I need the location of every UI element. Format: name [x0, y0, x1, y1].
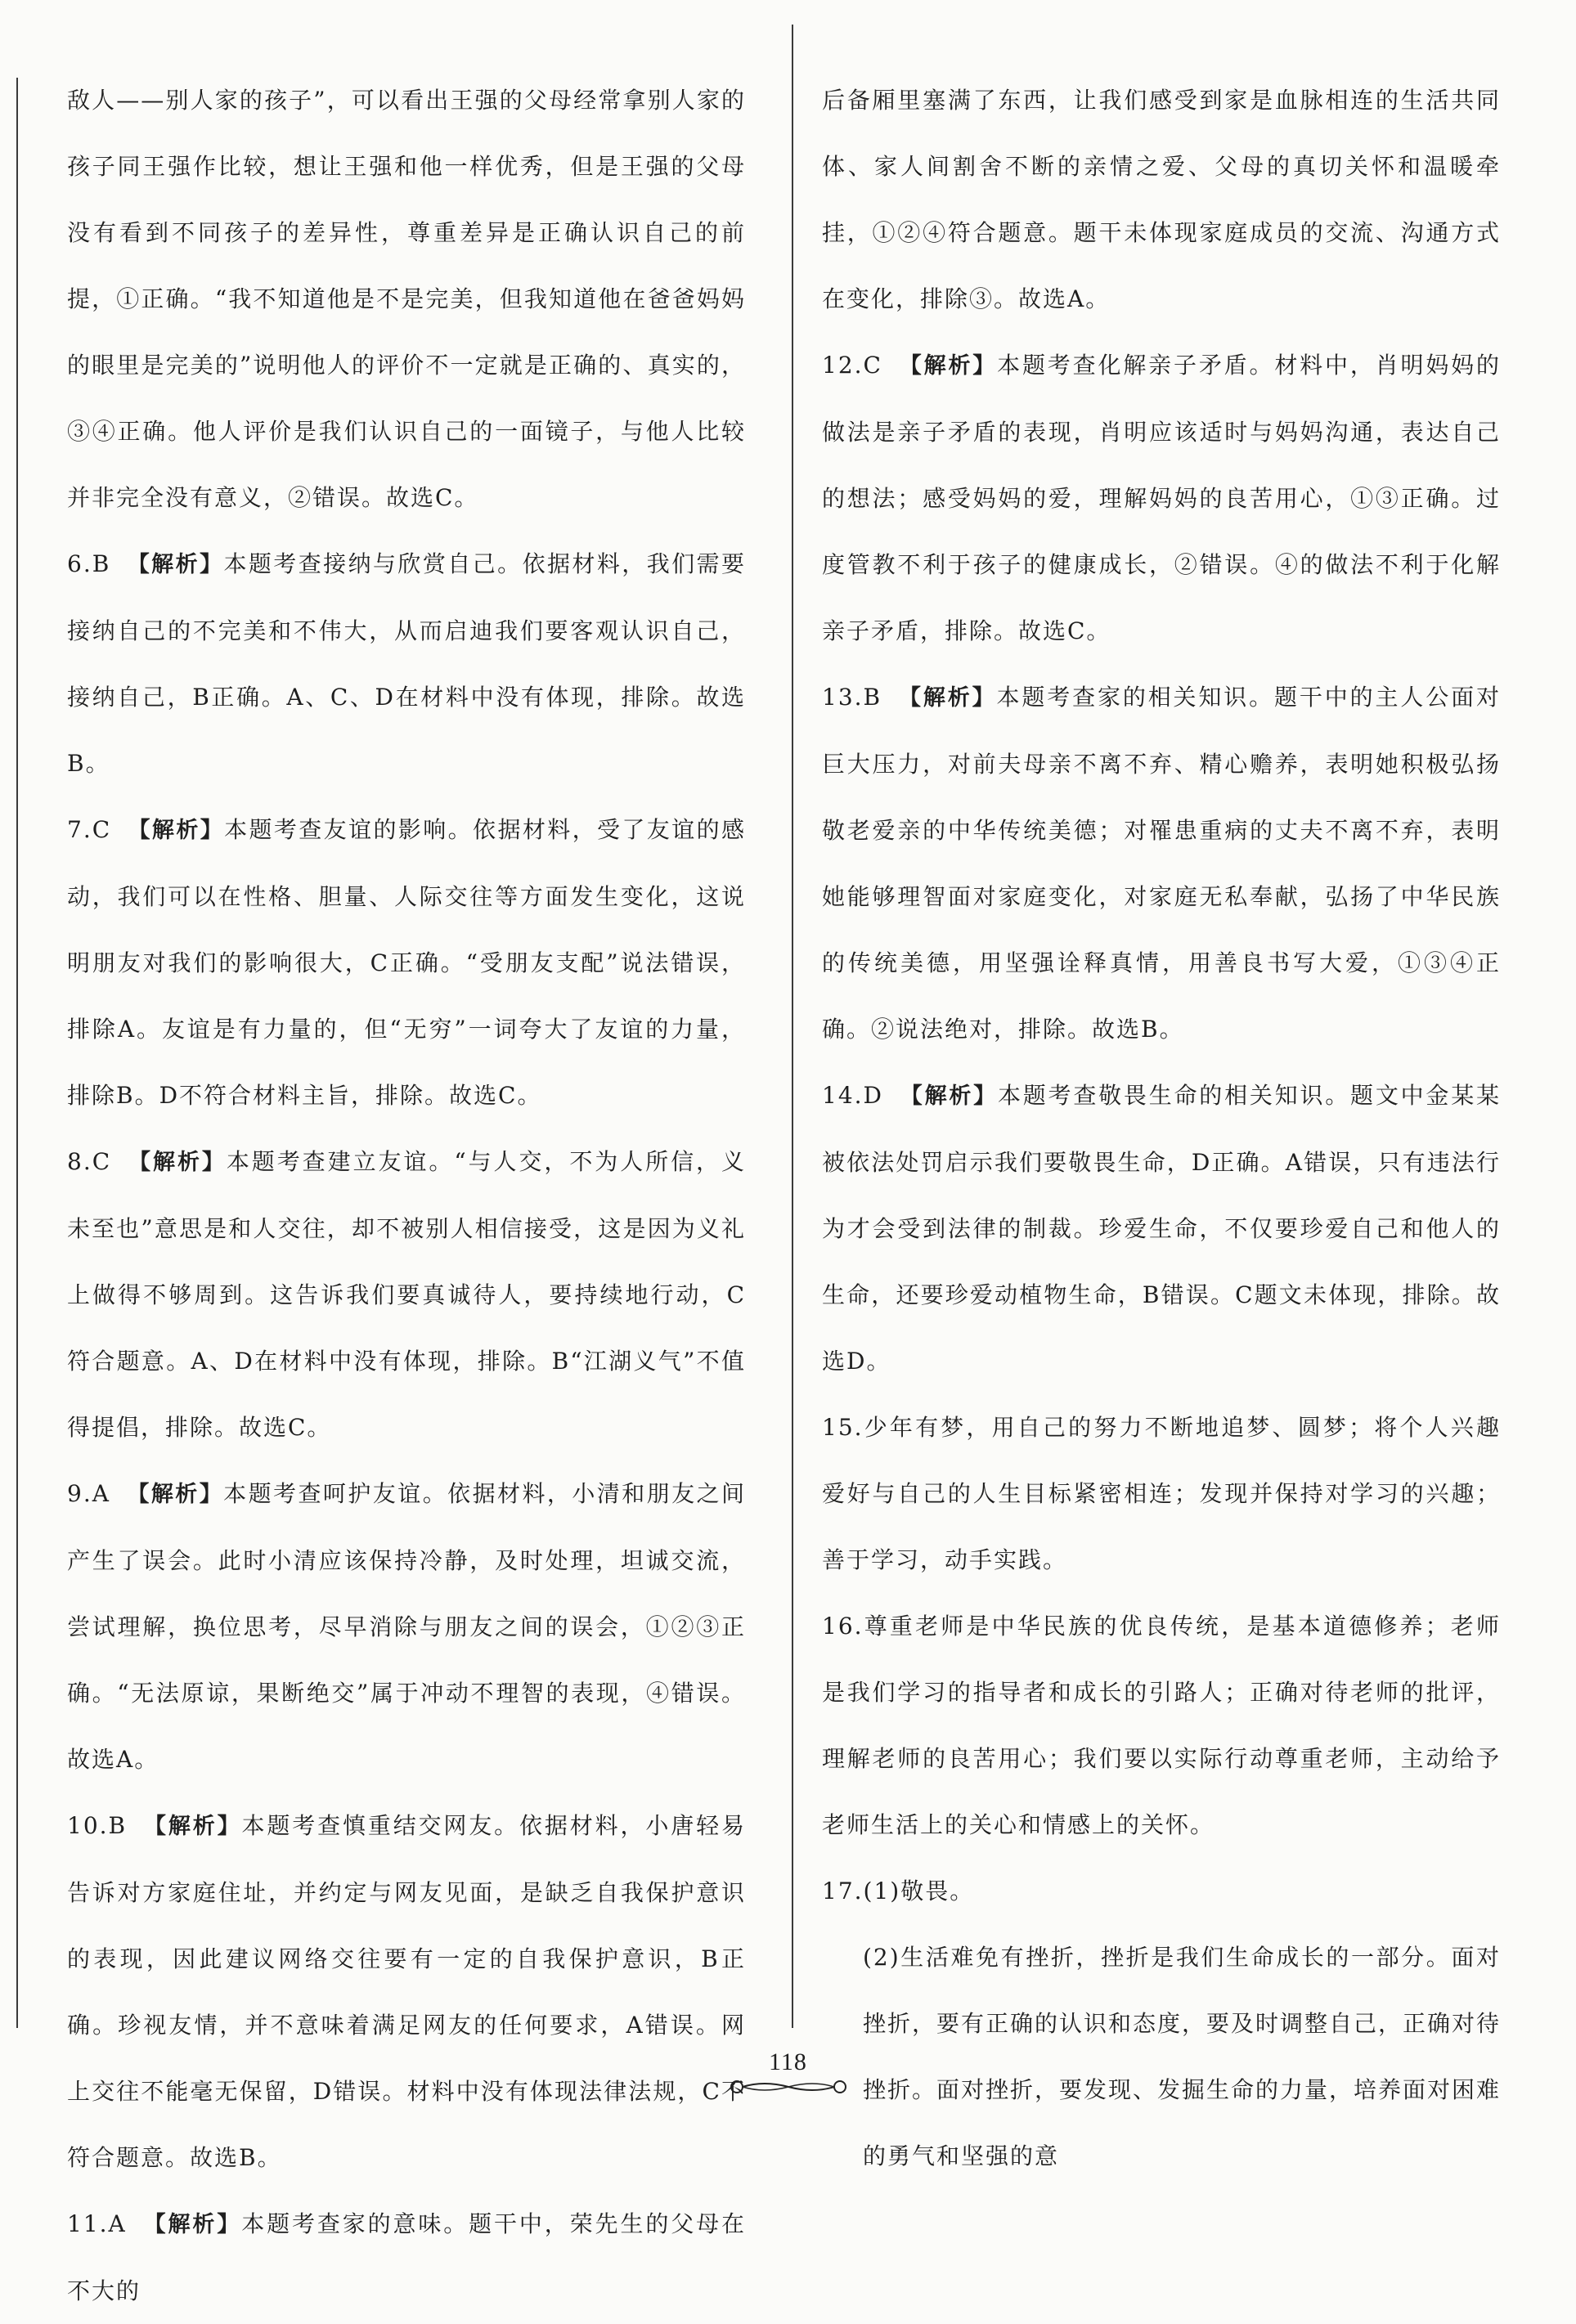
analysis-tag: 【解析】	[126, 1482, 224, 1507]
answer-number: 14.D	[822, 1082, 883, 1109]
analysis-tag: 【解析】	[128, 1150, 227, 1175]
answer-number: 16.	[822, 1613, 864, 1640]
answer-number: 12.C	[822, 352, 882, 379]
answer-text: 本题考查接纳与欣赏自己。依据材料，我们需要接纳自己的不完美和不伟大，从而启迪我们要客观认识自己，接纳自己，B正确。A、C、D在材料中没有体现，排除。故选B。	[67, 550, 746, 777]
analysis-tag: 【解析】	[142, 2212, 242, 2237]
answer-text: 本题考查慎重结交网友。依据材料，小唐轻易告诉对方家庭住址，并约定与网友见面，是缺乏自我保护意识的表现，因此建议网络交往要有一定的自我保护意识，B正确。珍视友情，并不意味着满足网友的任何要求，A错误。网上交往不能毫无保留，D错误。材料中没有体现法律法规，C不符合题意。故选B。	[67, 1812, 746, 2171]
answer-text: 本题考查化解亲子矛盾。材料中，肖明妈妈的做法是亲子矛盾的表现，肖明应该适时与妈妈沟通，表达自己的想法；感受妈妈的爱，理解妈妈的良苦用心，①③正确。过度管教不利于孩子的健康成长，②错误。④的做法不利于化解亲子矛盾，排除。故选C。	[822, 352, 1502, 644]
answer-number: 9.A	[67, 1480, 110, 1507]
answer-number: 7.C	[67, 816, 112, 843]
answer-10	[67, 1792, 746, 2191]
column-divider-rule	[792, 25, 793, 2028]
analysis-tag: 【解析】	[899, 1083, 998, 1109]
answer-text: 尊重老师是中华民族的优良传统，是基本道德修养；老师是我们学习的指导者和成长的引路人；正确对待老师的批评，理解老师的良苦用心；我们要以实际行动尊重老师，主动给予老师生活上的关心和情感上的关怀。	[822, 1613, 1501, 1838]
answer-6	[67, 531, 746, 796]
analysis-tag: 【解析】	[128, 818, 225, 843]
answer-14	[822, 1062, 1501, 1394]
answer-15	[822, 1394, 1501, 1593]
analysis-tag: 【解析】	[143, 1814, 242, 1839]
answer-9	[67, 1460, 746, 1792]
answer-8	[67, 1128, 746, 1460]
answer-text: 本题考查敬畏生命的相关知识。题文中金某某被依法处罚启示我们要敬畏生命，D正确。A错误，只有违法行为才会受到法律的制裁。珍爱生命，不仅要珍爱自己和他人的生命，还要珍爱动植物生命，B错误。C题文未体现，排除。故选D。	[822, 1082, 1501, 1375]
answer-13	[822, 664, 1501, 1062]
answer-text: 本题考查建立友谊。“与人交，不为人所信，义未至也”意思是和人交往，却不被别人相信接受，这是因为义礼上做得不够周到。这告诉我们要真诚待人，要持续地行动，C符合题意。A、D在材料中没有体现，排除。B“江湖义气”不值得提倡，排除。故选C。	[67, 1148, 747, 1441]
answer-text: (2)生活难免有挫折，挫折是我们生命成长的一部分。面对挫折，要有正确的认识和态度，要及时调整自己，正确对待挫折。面对挫折，要发现、发掘生命的力量，培养面对困难的勇气和坚强的意	[863, 1944, 1502, 2169]
answer-text: (1)敬畏。	[863, 1878, 975, 1905]
continued-answer-11	[822, 67, 1501, 332]
answer-text: 敌人——别人家的孩子”，可以看出王强的父母经常拿别人家的孩子同王强作比较，想让王强和他一样优秀，但是王强的父母没有看到不同孩子的差异性，尊重差异是正确认识自己的前提，①正确。“我不知道他是不是完美，但我知道他在爸爸妈妈的眼里是完美的”说明他人的评价不一定就是正确的、真实的，③④正确。他人评价是我们认识自己的一面镜子，与他人比较并非完全没有意义，②错误。故选C。	[67, 87, 746, 511]
analysis-tag: 【解析】	[898, 685, 997, 711]
answer-number: 15.	[822, 1414, 864, 1441]
answer-text: 本题考查呵护友谊。依据材料，小清和朋友之间产生了误会。此时小清应该保持冷静，及时处理，坦诚交流，尝试理解，换位思考，尽早消除与朋友之间的误会，①②③正确。“无法原谅，果断绝交”属于冲动不理智的表现，④错误。故选A。	[67, 1480, 746, 1773]
answer-number: 8.C	[67, 1148, 112, 1175]
analysis-tag: 【解析】	[127, 552, 224, 577]
analysis-tag: 【解析】	[898, 353, 998, 379]
left-margin-rule	[16, 78, 18, 2028]
answer-number: 11.A	[67, 2210, 127, 2237]
answer-number: 17.	[822, 1878, 864, 1905]
answer-16	[822, 1593, 1501, 1858]
answer-text: 后备厢里塞满了东西，让我们感受到家是血脉相连的生活共同体、家人间割舍不断的亲情之爱、父母的真切关怀和温暖牵挂，①②④符合题意。题干未体现家庭成员的交流、沟通方式在变化，排除③。故选A。	[822, 87, 1501, 312]
answer-number: 10.B	[67, 1812, 128, 1839]
right-column	[822, 67, 1501, 2189]
answer-number: 13.B	[822, 684, 882, 711]
answer-text: 本题考查友谊的影响。依据材料，受了友谊的感动，我们可以在性格、胆量、人际交往等方面发生变化，这说明朋友对我们的影响很大，C正确。“受朋友支配”说法错误，排除A。友谊是有力量的，但“无穷”一词夸大了友谊的力量，排除B。D不符合材料主旨，排除。故选C。	[67, 816, 746, 1109]
answer-7	[67, 796, 746, 1128]
answer-number: 6.B	[67, 550, 111, 577]
answer-17	[822, 1858, 1501, 1924]
answer-12	[822, 332, 1501, 664]
left-column	[67, 67, 746, 2324]
ornament-icon	[727, 2078, 850, 2096]
answer-text: 本题考查家的相关知识。题干中的主人公面对巨大压力，对前夫母亲不离不弃、精心赡养，表明她积极弘扬敬老爱亲的中华传统美德；对罹患重病的丈夫不离不弃，表明她能够理智面对家庭变化，对家庭无私奉献，弘扬了中华民族的传统美德，用坚强诠释真情，用善良书写大爱，①③④正确。②说法绝对，排除。故选B。	[822, 684, 1501, 1043]
answer-text: 少年有梦，用自己的努力不断地追梦、圆梦；将个人兴趣爱好与自己的人生目标紧密相连；发现并保持对学习的兴趣；善于学习，动手实践。	[822, 1414, 1501, 1573]
page-number: 118	[769, 2048, 807, 2075]
answer-11	[67, 2191, 746, 2324]
continued-answer-5	[67, 67, 746, 531]
answer-text: 本题考查家的意味。题干中，荣先生的父母在不大的	[67, 2210, 747, 2304]
page-footer	[0, 2048, 1576, 2096]
